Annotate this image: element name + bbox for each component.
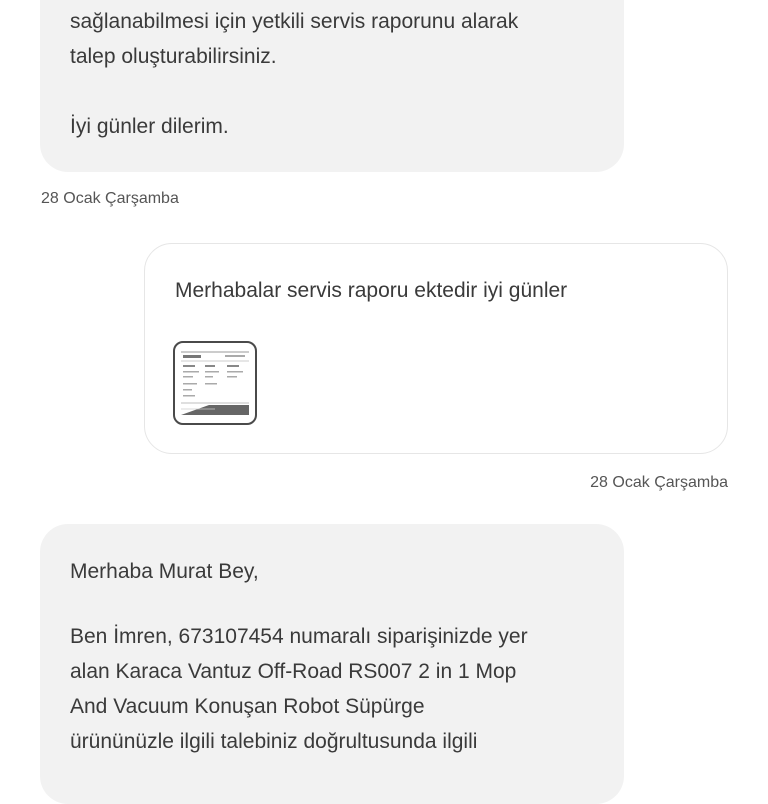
- incoming-message-bubble: [40, 524, 624, 804]
- message-text-line: ürününüzle ilgili talebiniz doğrultusunda ilgili: [70, 730, 478, 753]
- message-text-line: sağlanabilmesi için yetkili servis raporunu alarak: [70, 10, 519, 33]
- message-text-line: talep oluşturabilirsiniz.: [70, 45, 277, 68]
- message-text-line: İyi günler dilerim.: [70, 115, 229, 138]
- attachment-thumbnail[interactable]: [173, 341, 257, 425]
- message-text-line: And Vacuum Konuşan Robot Süpürge: [70, 695, 425, 718]
- message-text-line: Merhaba Murat Bey,: [70, 560, 259, 583]
- message-text: Merhabalar servis raporu ektedir iyi günler: [175, 279, 568, 302]
- message-text-line: alan Karaca Vantuz Off-Road RS007 2 in 1 Mop: [70, 660, 517, 683]
- outgoing-message-bubble: [144, 243, 728, 454]
- incoming-message-bubble: [40, 0, 624, 172]
- message-text-line: Ben İmren, 673107454 numaralı siparişinizde yer: [70, 625, 528, 648]
- message-timestamp: 28 Ocak Çarşamba: [41, 190, 179, 207]
- document-thumbnail-icon: [175, 343, 255, 423]
- message-timestamp: 28 Ocak Çarşamba: [590, 474, 728, 491]
